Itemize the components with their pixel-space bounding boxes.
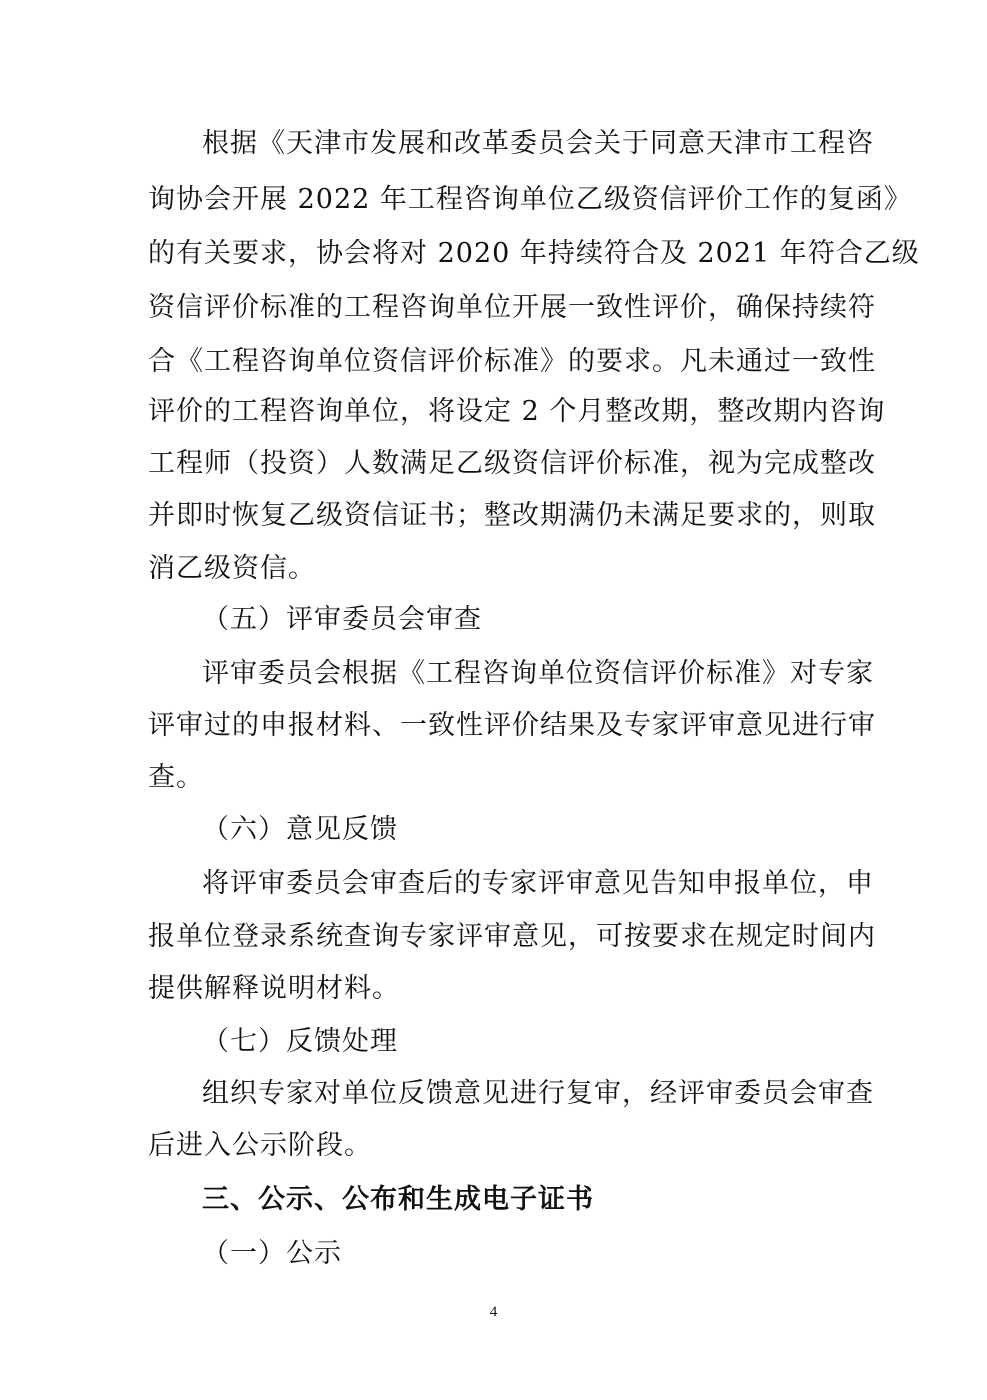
page-number: 4 bbox=[489, 1304, 498, 1320]
paragraph-line: 评审过的申报材料、一致性评价结果及专家评审意见进行审 bbox=[148, 710, 876, 741]
section-heading-seven: （七）反馈处理 bbox=[202, 1026, 398, 1057]
paragraph-line: 将评审委员会审查后的专家评审意见告知申报单位，申 bbox=[202, 868, 874, 899]
paragraph-line: 合《工程咨询单位资信评价标准》的要求。凡未通过一致性 bbox=[148, 346, 876, 377]
paragraph-line: 的有关要求，协会将对 2020 年持续符合及 2021 年符合乙级 bbox=[148, 238, 920, 269]
paragraph-line: 资信评价标准的工程咨询单位开展一致性评价，确保持续符 bbox=[148, 292, 876, 323]
paragraph-line: 后进入公示阶段。 bbox=[148, 1130, 372, 1161]
paragraph-line: 提供解释说明材料。 bbox=[148, 973, 400, 1004]
paragraph-line: 询协会开展 2022 年工程咨询单位乙级资信评价工作的复函》 bbox=[148, 184, 912, 215]
subsection-heading-one: （一）公示 bbox=[202, 1238, 342, 1269]
paragraph-line: 报单位登录系统查询专家评审意见，可按要求在规定时间内 bbox=[148, 921, 876, 952]
paragraph-line: 查。 bbox=[148, 762, 204, 793]
paragraph-line: 评价的工程咨询单位，将设定 2 个月整改期，整改期内咨询 bbox=[148, 396, 886, 427]
section-heading-five: （五）评审委员会审查 bbox=[202, 604, 482, 635]
paragraph-line: 评审委员会根据《工程咨询单位资信评价标准》对专家 bbox=[202, 658, 874, 689]
chapter-heading-three: 三、公示、公布和生成电子证书 bbox=[202, 1184, 594, 1215]
paragraph-line: 并即时恢复乙级资信证书；整改期满仍未满足要求的，则取 bbox=[148, 500, 876, 531]
section-heading-six: （六）意见反馈 bbox=[202, 814, 398, 845]
paragraph-line: 组织专家对单位反馈意见进行复审，经评审委员会审查 bbox=[202, 1078, 874, 1109]
paragraph-line: 消乙级资信。 bbox=[148, 553, 316, 584]
paragraph-line: 根据《天津市发展和改革委员会关于同意天津市工程咨 bbox=[202, 128, 874, 159]
paragraph-line: 工程师（投资）人数满足乙级资信评价标准，视为完成整改 bbox=[148, 448, 876, 479]
